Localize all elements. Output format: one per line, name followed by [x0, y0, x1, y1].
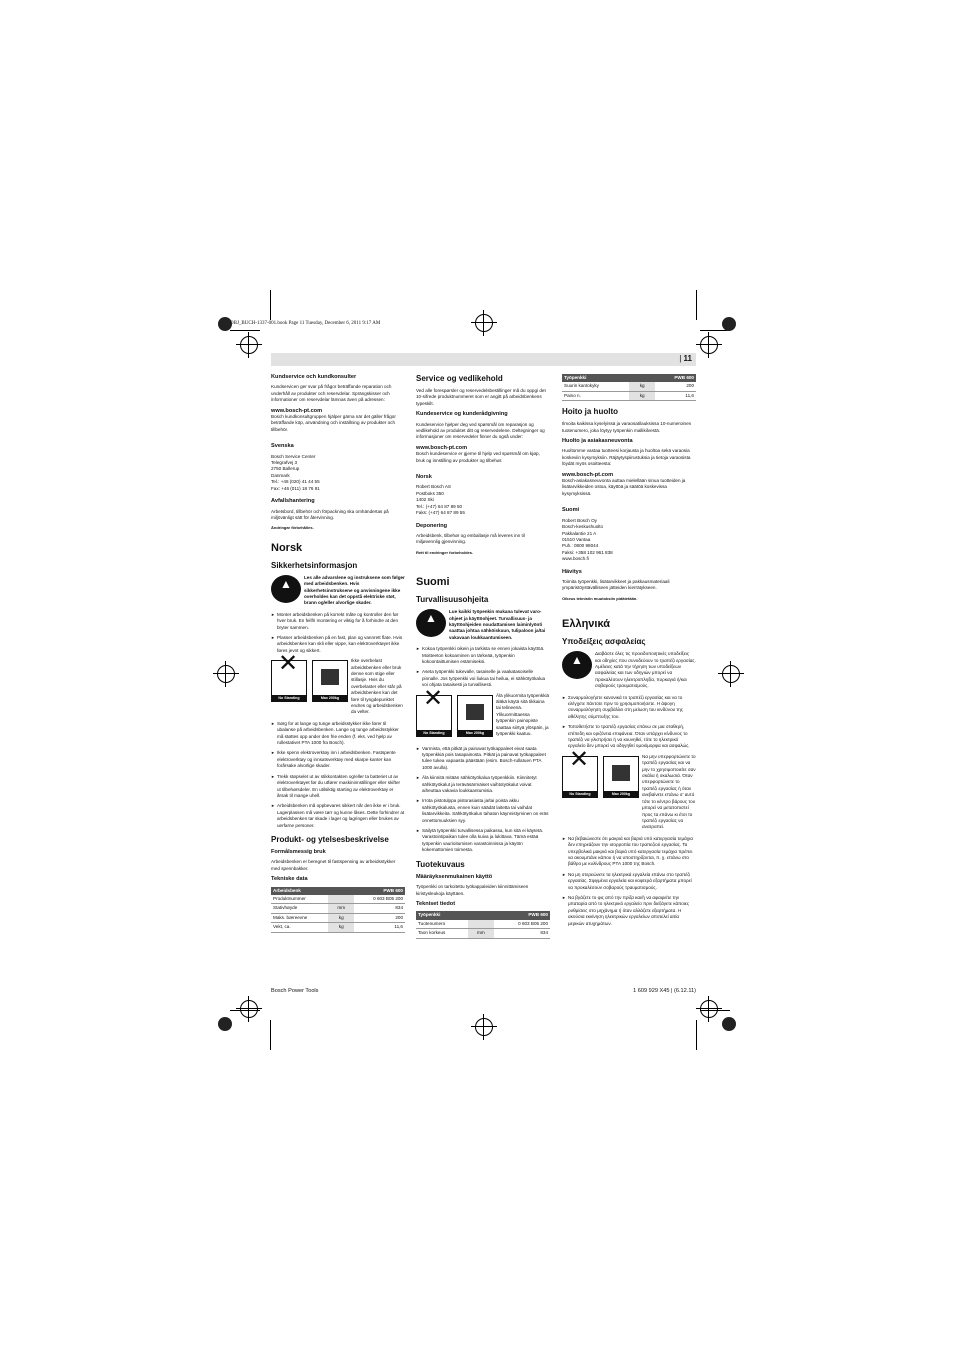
column-3 — [562, 374, 696, 931]
cell-value: 0 603 B05 200 — [354, 895, 405, 904]
bullet-item: ► Να μη στερεώνετε τα ηλεκτρικά εργαλεία επάνω στο τραπέζι εργασίας. Σφιγμένα εργαλεία και κοφτερά εξαρτήματα μπορεί να προκαλέσουν σοβαρούς τραυματισμούς. — [562, 872, 696, 891]
subsection-title: Υποδείξεις ασφαλείας — [562, 637, 646, 647]
bullet-item: ► Sørg for at lange og tunge arbeidsstykker ikke fører til ubalanse på arbeidsbenken. Lange og tunge arbeidsstykker må støttes opp ander den frie enden (f. eks. ved hjelp av rullestativet PTA 1000 fra Bosch). — [271, 721, 405, 747]
pictograms — [416, 695, 493, 737]
paragraph: Ilmoita kaikissa kyselyissä ja varaosatilauksissa 10-numeroinen tuotenumero, joka löytyy työpenkin mallikilvestä. — [562, 421, 692, 433]
bullet-item: ► Älä kiinnitä mitään sähkötyökalua työpenkkiin. Kiinnitetyt sähkötyökalut ja teräväsärmäiset vaihtotyökalut voivat aiheuttaa vakavia loukkaantumisia. — [416, 775, 550, 794]
cell-unit: kg — [629, 391, 655, 400]
table-header: Arbeidsbenk — [271, 887, 354, 895]
registration-mark-top-left — [240, 336, 258, 354]
no-standing-icon — [416, 695, 452, 737]
pictogram-text: Älä ylikuormita työpenkkiä äläkä käytä sitä tikkaina tai telineenä. Ylikuormittaessa työpenkin painopiste saattaa siirtyä ylöspäin, ja työpenkki kaatuu. — [496, 692, 550, 737]
cell-label: Stativhøyde — [271, 904, 328, 913]
address-line: Faksi: +358 102 961 838 — [562, 549, 613, 555]
max-load-icon — [603, 756, 639, 798]
registration-mark-top — [475, 314, 493, 332]
pictogram-block — [271, 658, 405, 716]
bullet-item: ► Συναρμολογήστε κανονικά το τραπέζι εργασίας και να το ελέγχετε πάντοτε πριν το χρησιμοποιήσετε. Η άψογη συναρμολόγηση συμβάλλει στη μείωση του κινδύνου της αθέλητης σύμπτυξης του. — [562, 695, 696, 721]
note: Oikeus teknisiin muutoksiin pidätetään. — [562, 595, 638, 601]
address-line: 2750 Ballerup — [271, 466, 300, 472]
note: Rett til endringer forbeholdes. — [416, 549, 474, 555]
section-title: Formålsmessig bruk — [271, 848, 326, 855]
page-header-bar — [271, 353, 696, 366]
cell-value: 834 — [494, 929, 550, 938]
warning-block — [416, 609, 550, 641]
paragraph: Bosch kundeservice er gjerne til hjelp ved spørsmål om kjøp, bruk og innstilling av produkter og tilbehør. — [416, 451, 540, 463]
url: www.bosch-pt.com — [416, 444, 468, 451]
registration-mark-bottom-left — [240, 1000, 258, 1018]
registration-mark-left — [217, 665, 235, 683]
footer-left: Bosch Power Tools — [271, 988, 319, 994]
address-block — [271, 454, 405, 492]
cell-label: Maks. bæreevne — [271, 913, 328, 922]
section-title: Kundeservice og kunderådgivning — [416, 411, 508, 418]
read-manual-warning-icon — [271, 575, 301, 603]
cell-label: Suurin kantokyky — [562, 382, 629, 391]
warning-text: Les alle advarslene og instruksene som følger med arbeidsbenken. Hvis sikkerhetsinstruksene og anvisningene ikke overholdes kan det oppstå elektriske støt, brann og/eller alvorlige skader. — [304, 574, 405, 606]
cell-label: Tuotenumero — [416, 920, 468, 929]
registration-mark-right — [722, 665, 740, 683]
section-title: Tekniset tiedot — [416, 900, 456, 907]
paragraph: Työpenkki on tarkoitettu työkappaleiden kiinnittämiseen kiristysleukoja käyttäen. — [416, 884, 529, 896]
pictogram-label: Max 200kg — [458, 730, 492, 736]
cell-unit: kg — [328, 913, 354, 922]
bullet-item: ► Aseta työpenkki tukevalle, tasaiselle ja vaakatasoiselle pinnalle. Jos työpenkki voi liukua tai heilua, ei sähkötyökalua voi ohjata tasaisesti ja turvallisesti. — [416, 669, 550, 688]
paragraph: Kundservicen ger svar på frågor beträffande reparation och underhåll av produkter och reservdelar. Sprängskisser och informationer om reservdelar lämnas även på adressen: — [271, 384, 392, 403]
table-row — [562, 391, 696, 400]
paragraph: Toimita työpenkki, lisätarvikkeet ja pakkausmateriaali ympäristöystävälliseen jätteiden kierrätykseen. — [562, 578, 670, 591]
paragraph: Huoltomme vastaa tuotteesi korjausta ja huoltoa sekä varaosia koskeviin kysymyksiin. Räjäytyspiirustuksia ja tietoja varaosista löydät myös osoitteesta: — [562, 448, 691, 467]
cell-unit: mm — [468, 929, 494, 938]
table-row — [271, 895, 405, 904]
table-header: PWB 600 — [354, 887, 405, 895]
table-row — [271, 904, 405, 913]
no-standing-icon — [562, 756, 598, 798]
table-row — [271, 913, 405, 922]
pictogram-label: ✕ No Standing — [563, 791, 597, 797]
section-title: Avfallshantering — [271, 498, 315, 505]
bullet-item: ► Τοποθετήστε το τραπέζι εργασίας επάνω σε μια σταθερή, επίπεδη και οριζόντια επιφάνεια. Όταν υπάρχει κίνδυνος το τραπέζι να γλιστρήσει ή να κουνηθεί, τότε το ηλεκτρικό εργαλείο δεν μπορεί να οδηγηθεί ομοιόμορφα και ασφαλώς. — [562, 724, 696, 750]
paragraph: Bosch kundkonsultgruppen hjälper gärna när det gäller frågor beträffande köp, användning och inställning av produkter och tillbehör. — [271, 414, 396, 432]
address-line: Robert Bosch Oy — [562, 517, 597, 523]
url: www.bosch-pt.com — [562, 471, 614, 478]
cell-value: 200 — [655, 382, 696, 391]
paragraph: Ved alle forespørsler og reservedelsbestillinger må du oppgi det 10-sifrede produktnummeret som er angitt på arbeidsbenkens typeskilt. — [416, 388, 546, 406]
subsection-title: Hoito ja huolto — [562, 407, 618, 417]
crop-mark-top-right-v — [696, 290, 697, 320]
footer-right: 1 609 929 X45 | (6.12.11) — [633, 988, 696, 994]
bullet-item: ► Varmista, että pitkät ja painavat työkappaleet eivat saata työpenkkiä pois tasapainosta. Pitkät ja painavat työkappaleet tulee tukea vapaasta päästään (esim. Bosch-rullatuen PTA 1000 avulla). — [416, 746, 550, 772]
bullet-item: ► Irrota pistotulppa pistorasiasta ja/tai poista akku sähkötyökalusta, ennen kuin säädät laitetta tai vaihdat lisätarvikkeita. Sähkötyökalun tahaton käynnistyminen on eräs onnettomuuksien syy. — [416, 798, 550, 824]
crop-mark-top-left-h — [230, 330, 260, 331]
address-line: 01510 Vantaa — [562, 536, 591, 542]
tech-data-table — [416, 911, 550, 938]
cell-value: 0 603 B05 200 — [494, 920, 550, 929]
address-line: Pakkalantie 21 A — [562, 530, 597, 536]
max-load-icon — [457, 695, 493, 737]
paragraph: Kundeservice hjelper deg ved spørsmål om reparasjon og vedlikehold av produktet ditt og reservedelene. Deltegninger og informasjoner om reservedeler finner du også under: — [416, 421, 545, 440]
page-number: | 11 — [679, 354, 692, 363]
bullet-item: ► Να βεβαιώνεστε ότι μακριά και βαριά υπό κατεργασία τεμάχια δεν επηρεάζουν την ισορροπία του τραπεζιού εργασίας. Τα υπερβολικά μακριά και βαριά υπό κατεργασία τεμάχια πρέπει να ακουμπάνε κάπου ή να υποστηρίζονται, π. χ. επάνω στο βάθρο με κυλίνδρους PTA 1000 της Bosch. — [562, 836, 696, 868]
cell-unit: kg — [328, 923, 354, 932]
address-line: 1402 Ski — [416, 497, 434, 503]
warning-block — [562, 651, 696, 689]
table-row — [416, 929, 550, 938]
address-block — [416, 484, 550, 516]
address-line: Danmark — [271, 472, 290, 478]
crop-mark-top-left-v — [270, 290, 271, 320]
section-title: Deponering — [416, 522, 448, 529]
section-title: Hävitys — [562, 568, 582, 575]
registration-dot-bottom-right — [722, 1017, 736, 1031]
cell-unit — [328, 895, 354, 904]
read-manual-warning-icon — [416, 609, 446, 637]
registration-mark-bottom — [475, 1018, 493, 1036]
bullet-item: ► Arbeidsbenken må oppbevares sikkert når den ikke er i bruk. Lagerplassen må være tørr og kunne låses. Dette forhindrer at arbeidsbenken tar skade i lager og lagringen eller brukes av uerfarne personer. — [271, 803, 405, 829]
cell-unit: kg — [629, 382, 655, 391]
address-line: Bosch-keskushuolto — [562, 524, 604, 530]
crop-mark-bottom-left-v — [270, 1020, 271, 1050]
registration-dot-top-right — [722, 317, 736, 331]
crop-mark-bottom-right-v — [696, 1020, 697, 1050]
warning-text: Lue kaikki työpenkin mukana tulevat varo-ohjeet ja käyttöohjeet. Turvallisuus- ja käyttöohjeiden noudattamisen laiminlyönti saattaa johtaa sähköiskuun, tulipaloon ja/tai vakavaan loukkaantumiseen. — [449, 609, 546, 640]
cell-value: 11,6 — [655, 391, 696, 400]
column-2 — [416, 374, 550, 943]
note: Ändringar förbehålles. — [271, 525, 314, 531]
cell-label: Paino n. — [562, 391, 629, 400]
cell-value: 11,6 — [354, 923, 405, 932]
read-manual-warning-icon — [562, 651, 592, 679]
address-line: Bosch Service Center — [271, 453, 316, 459]
url: www.bosch-pt.com — [271, 407, 323, 414]
address-country: Svenska — [271, 443, 294, 450]
table-header: Työpenkki — [562, 374, 655, 382]
bullet-item: ► Kokoa työpenkki oikein ja tarkista se ennen jokaista käyttöä. Moitteeton kokoaminen on tärkeää, työpenkin kokoontaittumisen estämiseksi. — [416, 646, 550, 665]
pictogram-label: ✕ No Standing — [272, 695, 306, 701]
subsection-title: Tuotekuvaus — [416, 859, 465, 869]
cell-label: Produktnummer — [271, 895, 328, 904]
cell-unit: mm — [328, 904, 354, 913]
table-row — [271, 923, 405, 932]
tech-data-table — [562, 374, 696, 401]
cell-label: Taon korkeus — [416, 929, 468, 938]
section-title: Tekniske data — [271, 876, 308, 883]
no-standing-icon — [271, 660, 307, 702]
address-block — [562, 518, 696, 563]
section-title: Kundservice och kundkonsulter — [271, 374, 357, 380]
address-line: www.bosch.fi — [562, 556, 589, 562]
pictogram-label: Max 200kg — [313, 695, 347, 701]
language-heading: Ελληνικά — [562, 618, 610, 631]
tech-data-table — [271, 887, 405, 933]
table-header: PWB 600 — [494, 911, 550, 919]
bullet-item: ► Plasser arbeidsbenken på en fast, plan og vannrett flate. Hvis arbeidsbenken kan skli eller vippe, kan elektroverktøyet ikke føres jevnt og sikkert. — [271, 635, 405, 654]
section-title: Määräyksenmukainen käyttö — [416, 873, 493, 880]
column-1 — [271, 374, 405, 937]
cell-value: 200 — [354, 913, 405, 922]
pictogram-block — [416, 693, 550, 741]
registration-dot-bottom-left — [218, 1017, 232, 1031]
address-line: Postboks 350 — [416, 490, 444, 496]
warning-text: Διαβάστε όλες τις προειδοποιητικές υποδείξεις και οδηγίες που συνοδεύουν το τραπέζι εργασίας. Αμέλειες κατά την τήρηση των υποδείξεων ασφαλείας και των οδηγιών μπορεί να προκαλέσουν ηλεκτροπληξία, πυρκαγιά ή/και σοβαρούς τραυματισμούς. — [595, 651, 696, 689]
registration-mark-bottom-right — [700, 1000, 718, 1018]
registration-mark-top-right — [700, 336, 718, 354]
bullet-item: ► Monter arbeidsbenken på korrekt måte og kontroller den før hver bruk. En feilfri montering er viktig for å forhindre at den bryter sammen. — [271, 612, 405, 631]
address-line: Tel.: (+47) 64 87 89 50 — [416, 503, 463, 509]
language-heading: Norsk — [271, 541, 303, 554]
max-load-icon — [312, 660, 348, 702]
address-line: Tel.: +46 (020) 41 44 55 — [271, 479, 320, 485]
table-header: PWB 600 — [655, 374, 696, 382]
address-line: Robert Bosch AS — [416, 484, 451, 490]
bullet-item: ► Säilytä työpenkki turvallisessa paikassa, kun sitä ei käytetä. Varastointipaikan tulee olla kuiva ja lukittava. Tämä estää työpenkin vaurioitumisen varastoinnissa ja käytön kokemattomien toimesta. — [416, 828, 550, 854]
paragraph: Bosch-asiakasneuvonta auttaa mielellään sinua tuotteiden ja lisätarvikkeiden ostoa, käyttöä ja säätöä koskevissa kysymyksissä. — [562, 478, 686, 496]
pictogram-block — [562, 754, 696, 831]
address-country: Norsk — [416, 474, 432, 481]
pictogram-label: ✕ No Standing — [417, 730, 451, 736]
address-line: Faks: (+47) 64 87 89 55 — [416, 510, 465, 516]
address-line: Telegrafvej 3 — [271, 460, 298, 466]
section-title: Huolto ja asiakasneuvonta — [562, 438, 633, 445]
subsection-title: Service og vedlikehold — [416, 374, 503, 383]
cell-label: Vekt, ca. — [271, 923, 328, 932]
table-row — [416, 920, 550, 929]
subsection-title: Sikkerhetsinformasjon — [271, 560, 358, 570]
address-country: Suomi — [562, 507, 580, 514]
pictograms — [562, 756, 639, 827]
bullet-item: ► Να βγάζετε το φις από την πρίζα και/ή να αφαιρείτε την μπαταρία από το ηλεκτρικό εργαλείο πριν διεξάγετε κάποιες ρυθμίσεις στο μηχάνημα ή όταν αλλάζετε εξαρτήματα. Η ακούσια εκκίνηση ηλεκτρικών εργαλείων αποτελεί αιτία μερικών ατυχημάτων. — [562, 895, 696, 927]
paragraph: Arbeidsbenken er beregnet til fastspenning av arbeidsstykker med spennbakker. — [271, 859, 396, 871]
pictogram-text: Ikke overbelast arbeidsbenken eller bruk denne som stige eller stillasje. Hvis du overbelaster eller står på arbeidsbenken kan det føre til tyngdepunktet endres og arbeidsbenken da velter. — [351, 658, 403, 715]
address-line: Puh.: 0800 98044 — [562, 543, 599, 549]
pictograms — [271, 660, 348, 712]
warning-block — [271, 575, 405, 607]
language-heading: Suomi — [416, 576, 450, 589]
print-slug: OBJ_BUCH-1337-001.book Page 11 Tuesday, December 6, 2011 9:17 AM — [230, 321, 381, 326]
table-header: Työpenkki — [416, 911, 494, 919]
subsection-title: Produkt- og ytelsesbeskrivelse — [271, 834, 389, 844]
bullet-item: ► Ikke spenn elektroverktøy inn i arbeidsbenken. Fastspente elektroverktøy og innsatsverktøy med skarpe kanter kan forårsake alvorlige skader. — [271, 750, 405, 769]
address-line: Fax: +46 (011) 18 76 91 — [271, 485, 320, 491]
subsection-title: Turvallisuusohjeita — [416, 595, 489, 605]
cell-unit — [468, 920, 494, 929]
pictogram-label: Max 200kg — [604, 791, 638, 797]
pictogram-text: Να μην υπερφορτώνετε το τραπέζι εργασίας και να μην το χρησιμοποιείτε σαν σκάλα ή σκαλωσιά. Όταν υπερφορτώνετε το τραπέζι εργασίας ή όταν ανεβαίνετε επάνω σ' αυτό τότε το κέντρο βάρους του μπορεί να μετατοπιστεί προς τα επάνω κι έτσι το τραπέζι εργασίας να ανατραπεί. — [642, 753, 696, 830]
paragraph: Arbeidsbenk, tilbehør og emballasje må leveres inn til miljøvennlig gjenvinning. — [416, 532, 525, 545]
bullet-item: ► Trekk støpselet ut av stikkontakten og/eller ta batteriet ut av elektroverktøyet før du utfører maskininnstillinger eller skifter ut tilbehørsdeler. En utilsiktig starting av elektroverktøy er årsak til mange uhell. — [271, 774, 405, 800]
cell-value: 834 — [354, 904, 405, 913]
table-row — [562, 382, 696, 391]
paragraph: Arbetsbord, tillbehör och förpackning ska omhändertas på miljövänligt sätt för återvinning. — [271, 508, 389, 520]
